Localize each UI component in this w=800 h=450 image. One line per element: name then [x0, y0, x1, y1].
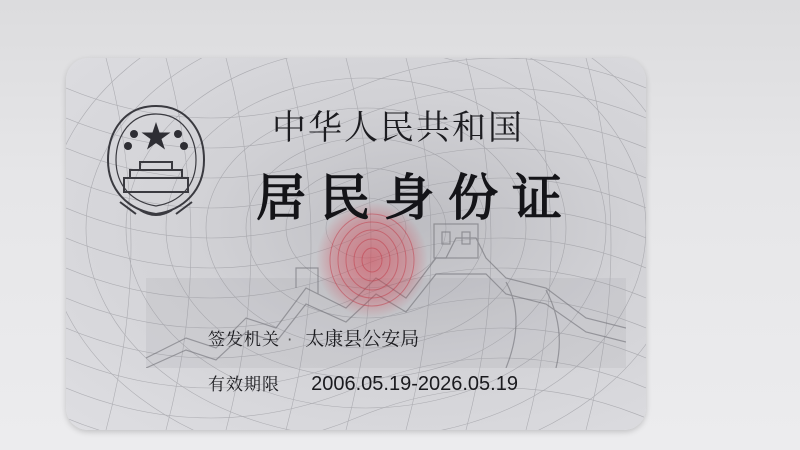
- issuing-authority-separator: ·: [287, 330, 293, 349]
- validity-value: 2006.05.19-2026.05.19: [311, 373, 518, 395]
- validity-row: [208, 370, 518, 396]
- country-name: 中华人民共和国: [272, 108, 524, 148]
- issuing-authority-value: 太康县公安局: [305, 328, 420, 350]
- issuing-authority-row: [208, 324, 419, 351]
- issuing-authority-label: 签发机关: [208, 330, 280, 350]
- national-emblem-icon: [100, 102, 212, 222]
- card-title: 居民身份证: [256, 168, 576, 227]
- id-card-back: [66, 58, 646, 430]
- validity-label: 有效期限: [208, 375, 280, 395]
